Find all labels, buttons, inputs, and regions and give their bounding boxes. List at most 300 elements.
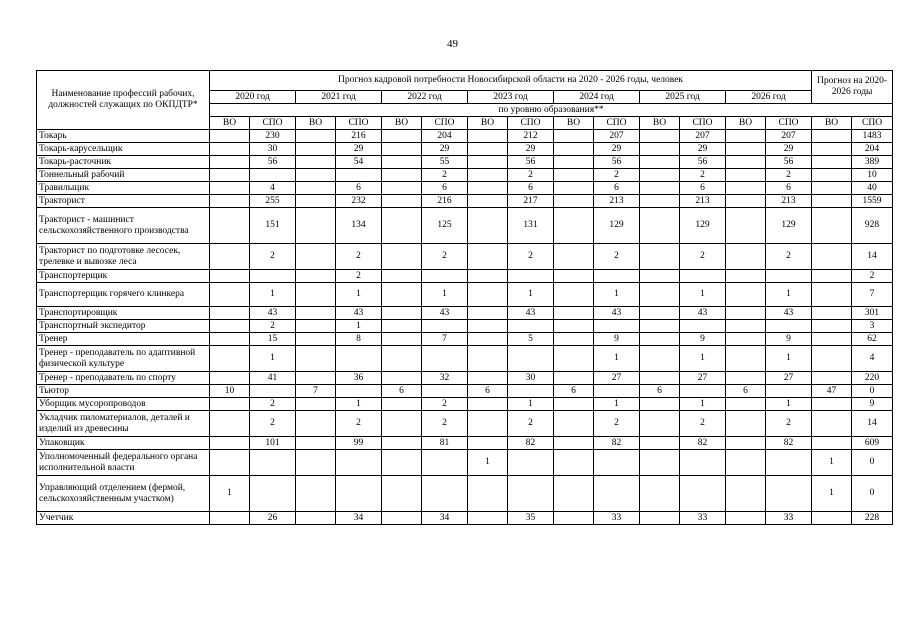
spo-value: 8	[336, 333, 382, 346]
spo-value: 1	[766, 346, 812, 372]
year-header: 2021 год	[296, 91, 382, 104]
spo-value: 56	[250, 156, 296, 169]
vo-value	[296, 182, 336, 195]
vo-value: 1	[812, 450, 852, 476]
vo-value	[382, 346, 422, 372]
vo-value	[640, 450, 680, 476]
vo-value	[296, 411, 336, 437]
spo-value: 2	[594, 169, 640, 182]
spo-value: 10	[852, 169, 893, 182]
vo-value	[640, 156, 680, 169]
spo-value: 204	[422, 130, 468, 143]
table-row	[37, 512, 893, 525]
table-row	[37, 244, 893, 270]
vo-value	[468, 333, 508, 346]
vo-value	[382, 270, 422, 283]
vo-value	[210, 208, 250, 244]
vo-value	[726, 307, 766, 320]
spo-value: 1	[680, 398, 726, 411]
spo-value: 151	[250, 208, 296, 244]
spo-value: 32	[422, 372, 468, 385]
spo-value: 33	[680, 512, 726, 525]
spo-value: 82	[680, 437, 726, 450]
vo-value	[554, 244, 594, 270]
vo-value: 6	[468, 385, 508, 398]
vo-value	[382, 450, 422, 476]
spo-value: 207	[680, 130, 726, 143]
spo-value: 1	[594, 398, 640, 411]
vo-value	[726, 270, 766, 283]
vo-value	[296, 270, 336, 283]
spo-value: 34	[336, 512, 382, 525]
vo-value	[726, 143, 766, 156]
spo-value: 928	[852, 208, 893, 244]
vo-value: 10	[210, 385, 250, 398]
spo-value: 1	[422, 283, 468, 307]
table-row	[37, 398, 893, 411]
spo-value: 2	[336, 270, 382, 283]
table-row	[37, 307, 893, 320]
vo-value	[296, 195, 336, 208]
vo-value	[382, 307, 422, 320]
vo-value	[210, 244, 250, 270]
spo-value: 125	[422, 208, 468, 244]
vo-value	[468, 182, 508, 195]
table-row	[37, 143, 893, 156]
vo-header: ВО	[210, 117, 250, 130]
spo-value	[766, 450, 812, 476]
spo-value: 129	[766, 208, 812, 244]
vo-value	[812, 320, 852, 333]
spo-value: 2	[680, 411, 726, 437]
table-row	[37, 130, 893, 143]
vo-value	[554, 208, 594, 244]
spo-value	[680, 270, 726, 283]
spo-value	[336, 450, 382, 476]
vo-value	[812, 372, 852, 385]
vo-value: 1	[210, 476, 250, 512]
spo-value: 82	[508, 437, 554, 450]
spo-value: 6	[680, 182, 726, 195]
table-row	[37, 385, 893, 398]
vo-value	[468, 437, 508, 450]
table-row	[37, 195, 893, 208]
table-row	[37, 169, 893, 182]
spo-value	[508, 346, 554, 372]
spo-value	[422, 476, 468, 512]
vo-value	[640, 270, 680, 283]
vo-value	[554, 512, 594, 525]
spo-value	[250, 385, 296, 398]
vo-value: 1	[468, 450, 508, 476]
spo-value: 129	[680, 208, 726, 244]
total-header: Прогноз на 2020-2026 годы	[812, 71, 893, 104]
vo-value: 6	[640, 385, 680, 398]
spo-value	[766, 320, 812, 333]
spo-value: 7	[852, 283, 893, 307]
vo-value	[554, 130, 594, 143]
spo-value	[422, 270, 468, 283]
spo-value	[336, 476, 382, 512]
vo-value: 47	[812, 385, 852, 398]
year-header: 2026 год	[726, 91, 812, 104]
vo-value	[382, 437, 422, 450]
spo-value: 9	[852, 398, 893, 411]
vo-value	[210, 270, 250, 283]
spo-value	[594, 320, 640, 333]
spo-value: 36	[336, 372, 382, 385]
profession-name: Уборщик мусоропроводов	[37, 398, 210, 411]
spo-value: 43	[680, 307, 726, 320]
vo-value	[812, 346, 852, 372]
profession-name: Управляющий отделением (фермой, сельскохозяйственным участком)	[37, 476, 210, 512]
spo-value: 2	[508, 244, 554, 270]
spo-value: 29	[766, 143, 812, 156]
year-header: 2020 год	[210, 91, 296, 104]
vo-header: ВО	[468, 117, 508, 130]
spo-header: СПО	[508, 117, 554, 130]
vo-value	[296, 346, 336, 372]
spo-value	[422, 385, 468, 398]
table-row	[37, 346, 893, 372]
table-row	[37, 476, 893, 512]
vo-value	[382, 195, 422, 208]
spo-value: 82	[594, 437, 640, 450]
vo-value	[382, 333, 422, 346]
spo-value	[594, 450, 640, 476]
spo-value: 213	[766, 195, 812, 208]
vo-value	[640, 411, 680, 437]
vo-value	[812, 411, 852, 437]
vo-value	[640, 130, 680, 143]
spo-value: 14	[852, 244, 893, 270]
vo-value	[210, 372, 250, 385]
table-row	[37, 182, 893, 195]
vo-value: 6	[382, 385, 422, 398]
vo-value	[640, 208, 680, 244]
vo-value	[468, 169, 508, 182]
vo-value	[468, 143, 508, 156]
spo-value: 1	[508, 283, 554, 307]
spo-value: 217	[508, 195, 554, 208]
vo-value	[640, 143, 680, 156]
vo-value	[554, 333, 594, 346]
spo-value: 2	[250, 320, 296, 333]
spo-value	[594, 476, 640, 512]
spo-value: 3	[852, 320, 893, 333]
vo-value	[210, 437, 250, 450]
spo-value: 216	[422, 195, 468, 208]
vo-value	[554, 372, 594, 385]
spo-value: 9	[594, 333, 640, 346]
spo-value: 55	[422, 156, 468, 169]
spo-header: СПО	[766, 117, 812, 130]
vo-value	[210, 283, 250, 307]
spo-value	[422, 346, 468, 372]
vo-value	[468, 307, 508, 320]
spo-value: 9	[680, 333, 726, 346]
vo-value	[382, 143, 422, 156]
vo-value: 7	[296, 385, 336, 398]
spo-header: СПО	[336, 117, 382, 130]
vo-value	[468, 320, 508, 333]
spo-value: 1	[336, 283, 382, 307]
vo-value	[554, 307, 594, 320]
education-level-header: по уровню образования**	[210, 104, 893, 117]
spo-value: 0	[852, 450, 893, 476]
vo-value	[554, 143, 594, 156]
workforce-forecast-table	[36, 70, 893, 525]
spo-value: 1	[336, 398, 382, 411]
profession-name: Транспортерщик горячего клинкера	[37, 283, 210, 307]
vo-value	[468, 156, 508, 169]
vo-value	[640, 244, 680, 270]
vo-value	[296, 130, 336, 143]
vo-value	[554, 270, 594, 283]
spo-value: 82	[766, 437, 812, 450]
profession-name: Тьютор	[37, 385, 210, 398]
spo-value: 2	[336, 244, 382, 270]
year-header: 2025 год	[640, 91, 726, 104]
spo-value: 1	[680, 346, 726, 372]
vo-value	[296, 156, 336, 169]
spo-value	[250, 270, 296, 283]
spo-value: 228	[852, 512, 893, 525]
vo-value	[296, 450, 336, 476]
vo-value	[640, 346, 680, 372]
spo-header: СПО	[250, 117, 296, 130]
spo-value	[336, 169, 382, 182]
vo-value	[554, 182, 594, 195]
spo-value: 2	[422, 169, 468, 182]
vo-value	[726, 476, 766, 512]
vo-value	[468, 372, 508, 385]
spo-header: СПО	[680, 117, 726, 130]
vo-value	[554, 156, 594, 169]
spo-value	[250, 476, 296, 512]
spo-value: 2	[508, 169, 554, 182]
vo-header: ВО	[554, 117, 594, 130]
vo-value	[554, 437, 594, 450]
year-header: 2024 год	[554, 91, 640, 104]
spo-value: 62	[852, 333, 893, 346]
vo-value	[382, 208, 422, 244]
spo-value: 27	[766, 372, 812, 385]
spo-value: 1	[508, 398, 554, 411]
spo-value: 29	[336, 143, 382, 156]
vo-value	[812, 307, 852, 320]
profession-name: Укладчик пиломатериалов, деталей и изделий из древесины	[37, 411, 210, 437]
vo-value	[726, 208, 766, 244]
spo-value: 6	[594, 182, 640, 195]
vo-value	[640, 372, 680, 385]
vo-value	[382, 476, 422, 512]
forecast-header: Прогноз кадровой потребности Новосибирской области на 2020 - 2026 годы, человек	[210, 71, 812, 91]
spo-value: 14	[852, 411, 893, 437]
vo-value	[726, 333, 766, 346]
spo-value: 609	[852, 437, 893, 450]
vo-value	[812, 195, 852, 208]
spo-value	[250, 169, 296, 182]
spo-value: 207	[594, 130, 640, 143]
vo-value	[726, 156, 766, 169]
spo-value: 30	[250, 143, 296, 156]
spo-value: 29	[422, 143, 468, 156]
vo-header: ВО	[640, 117, 680, 130]
vo-value	[210, 182, 250, 195]
vo-value	[382, 244, 422, 270]
vo-value	[468, 411, 508, 437]
vo-value	[210, 169, 250, 182]
vo-value	[468, 208, 508, 244]
vo-value	[468, 398, 508, 411]
vo-value	[726, 320, 766, 333]
spo-value: 81	[422, 437, 468, 450]
spo-value	[508, 320, 554, 333]
vo-value	[468, 512, 508, 525]
spo-value: 2	[422, 244, 468, 270]
vo-header: ВО	[382, 117, 422, 130]
spo-value	[508, 476, 554, 512]
spo-value: 2	[508, 411, 554, 437]
spo-value: 6	[336, 182, 382, 195]
spo-header: СПО	[422, 117, 468, 130]
vo-value	[296, 244, 336, 270]
spo-value: 27	[594, 372, 640, 385]
profession-name: Тракторист - машинист сельскохозяйственного производства	[37, 208, 210, 244]
vo-value	[382, 372, 422, 385]
table-row	[37, 320, 893, 333]
vo-value	[554, 476, 594, 512]
vo-value	[296, 398, 336, 411]
vo-value	[640, 182, 680, 195]
profession-name: Токарь-карусельщик	[37, 143, 210, 156]
profession-name: Упаковщик	[37, 437, 210, 450]
spo-value: 1	[766, 398, 812, 411]
profession-name: Тракторист	[37, 195, 210, 208]
vo-value	[812, 398, 852, 411]
vo-value	[640, 333, 680, 346]
spo-value: 6	[422, 182, 468, 195]
spo-value: 43	[594, 307, 640, 320]
spo-value	[766, 385, 812, 398]
vo-value	[726, 244, 766, 270]
vo-value	[554, 169, 594, 182]
spo-value	[336, 385, 382, 398]
spo-value: 43	[766, 307, 812, 320]
vo-value	[296, 437, 336, 450]
vo-value	[812, 130, 852, 143]
vo-value	[468, 195, 508, 208]
spo-value: 7	[422, 333, 468, 346]
spo-value: 27	[680, 372, 726, 385]
spo-value: 1	[250, 283, 296, 307]
vo-value	[726, 283, 766, 307]
spo-value: 207	[766, 130, 812, 143]
vo-value	[726, 372, 766, 385]
spo-value: 33	[766, 512, 812, 525]
profession-name: Тренер - преподаватель по адаптивной физической культуре	[37, 346, 210, 372]
vo-value	[812, 283, 852, 307]
vo-value	[812, 143, 852, 156]
spo-value: 41	[250, 372, 296, 385]
table-row	[37, 283, 893, 307]
spo-value: 301	[852, 307, 893, 320]
spo-value	[422, 450, 468, 476]
vo-value	[812, 512, 852, 525]
vo-value	[210, 398, 250, 411]
vo-value	[640, 437, 680, 450]
spo-value: 5	[508, 333, 554, 346]
spo-value	[680, 476, 726, 512]
spo-value: 131	[508, 208, 554, 244]
vo-value	[210, 333, 250, 346]
spo-value	[250, 450, 296, 476]
spo-value	[680, 450, 726, 476]
vo-value	[726, 437, 766, 450]
vo-value	[554, 450, 594, 476]
vo-value	[812, 333, 852, 346]
spo-value: 43	[422, 307, 468, 320]
table-row	[37, 208, 893, 244]
vo-value	[382, 156, 422, 169]
profession-name: Токарь-расточник	[37, 156, 210, 169]
spo-value: 56	[508, 156, 554, 169]
vo-value	[296, 320, 336, 333]
spo-value: 2	[766, 411, 812, 437]
spo-value: 129	[594, 208, 640, 244]
vo-value	[468, 130, 508, 143]
spo-value	[766, 270, 812, 283]
profession-name: Травильщик	[37, 182, 210, 195]
spo-value	[508, 450, 554, 476]
spo-value: 40	[852, 182, 893, 195]
vo-value	[382, 182, 422, 195]
spo-value: 56	[680, 156, 726, 169]
spo-value: 1483	[852, 130, 893, 143]
vo-value	[726, 169, 766, 182]
spo-header: СПО	[852, 117, 893, 130]
spo-value: 255	[250, 195, 296, 208]
spo-value: 389	[852, 156, 893, 169]
table-row	[37, 411, 893, 437]
vo-value	[812, 437, 852, 450]
vo-value	[210, 307, 250, 320]
vo-value	[640, 320, 680, 333]
profession-name: Транспортерщик	[37, 270, 210, 283]
spo-value: 54	[336, 156, 382, 169]
profession-name: Тракторист по подготовке лесосек, трелевке и вывозке леса	[37, 244, 210, 270]
spo-value: 212	[508, 130, 554, 143]
spo-value	[680, 320, 726, 333]
vo-header: ВО	[812, 117, 852, 130]
spo-header: СПО	[594, 117, 640, 130]
vo-value	[210, 320, 250, 333]
vo-value	[726, 195, 766, 208]
spo-value	[766, 476, 812, 512]
vo-value	[210, 411, 250, 437]
spo-value: 43	[508, 307, 554, 320]
spo-value	[508, 385, 554, 398]
table-row	[37, 156, 893, 169]
year-header: 2022 год	[382, 91, 468, 104]
vo-value: 6	[554, 385, 594, 398]
spo-value: 1	[680, 283, 726, 307]
vo-value	[812, 182, 852, 195]
vo-header: ВО	[296, 117, 336, 130]
vo-value	[554, 283, 594, 307]
spo-value: 2	[250, 411, 296, 437]
